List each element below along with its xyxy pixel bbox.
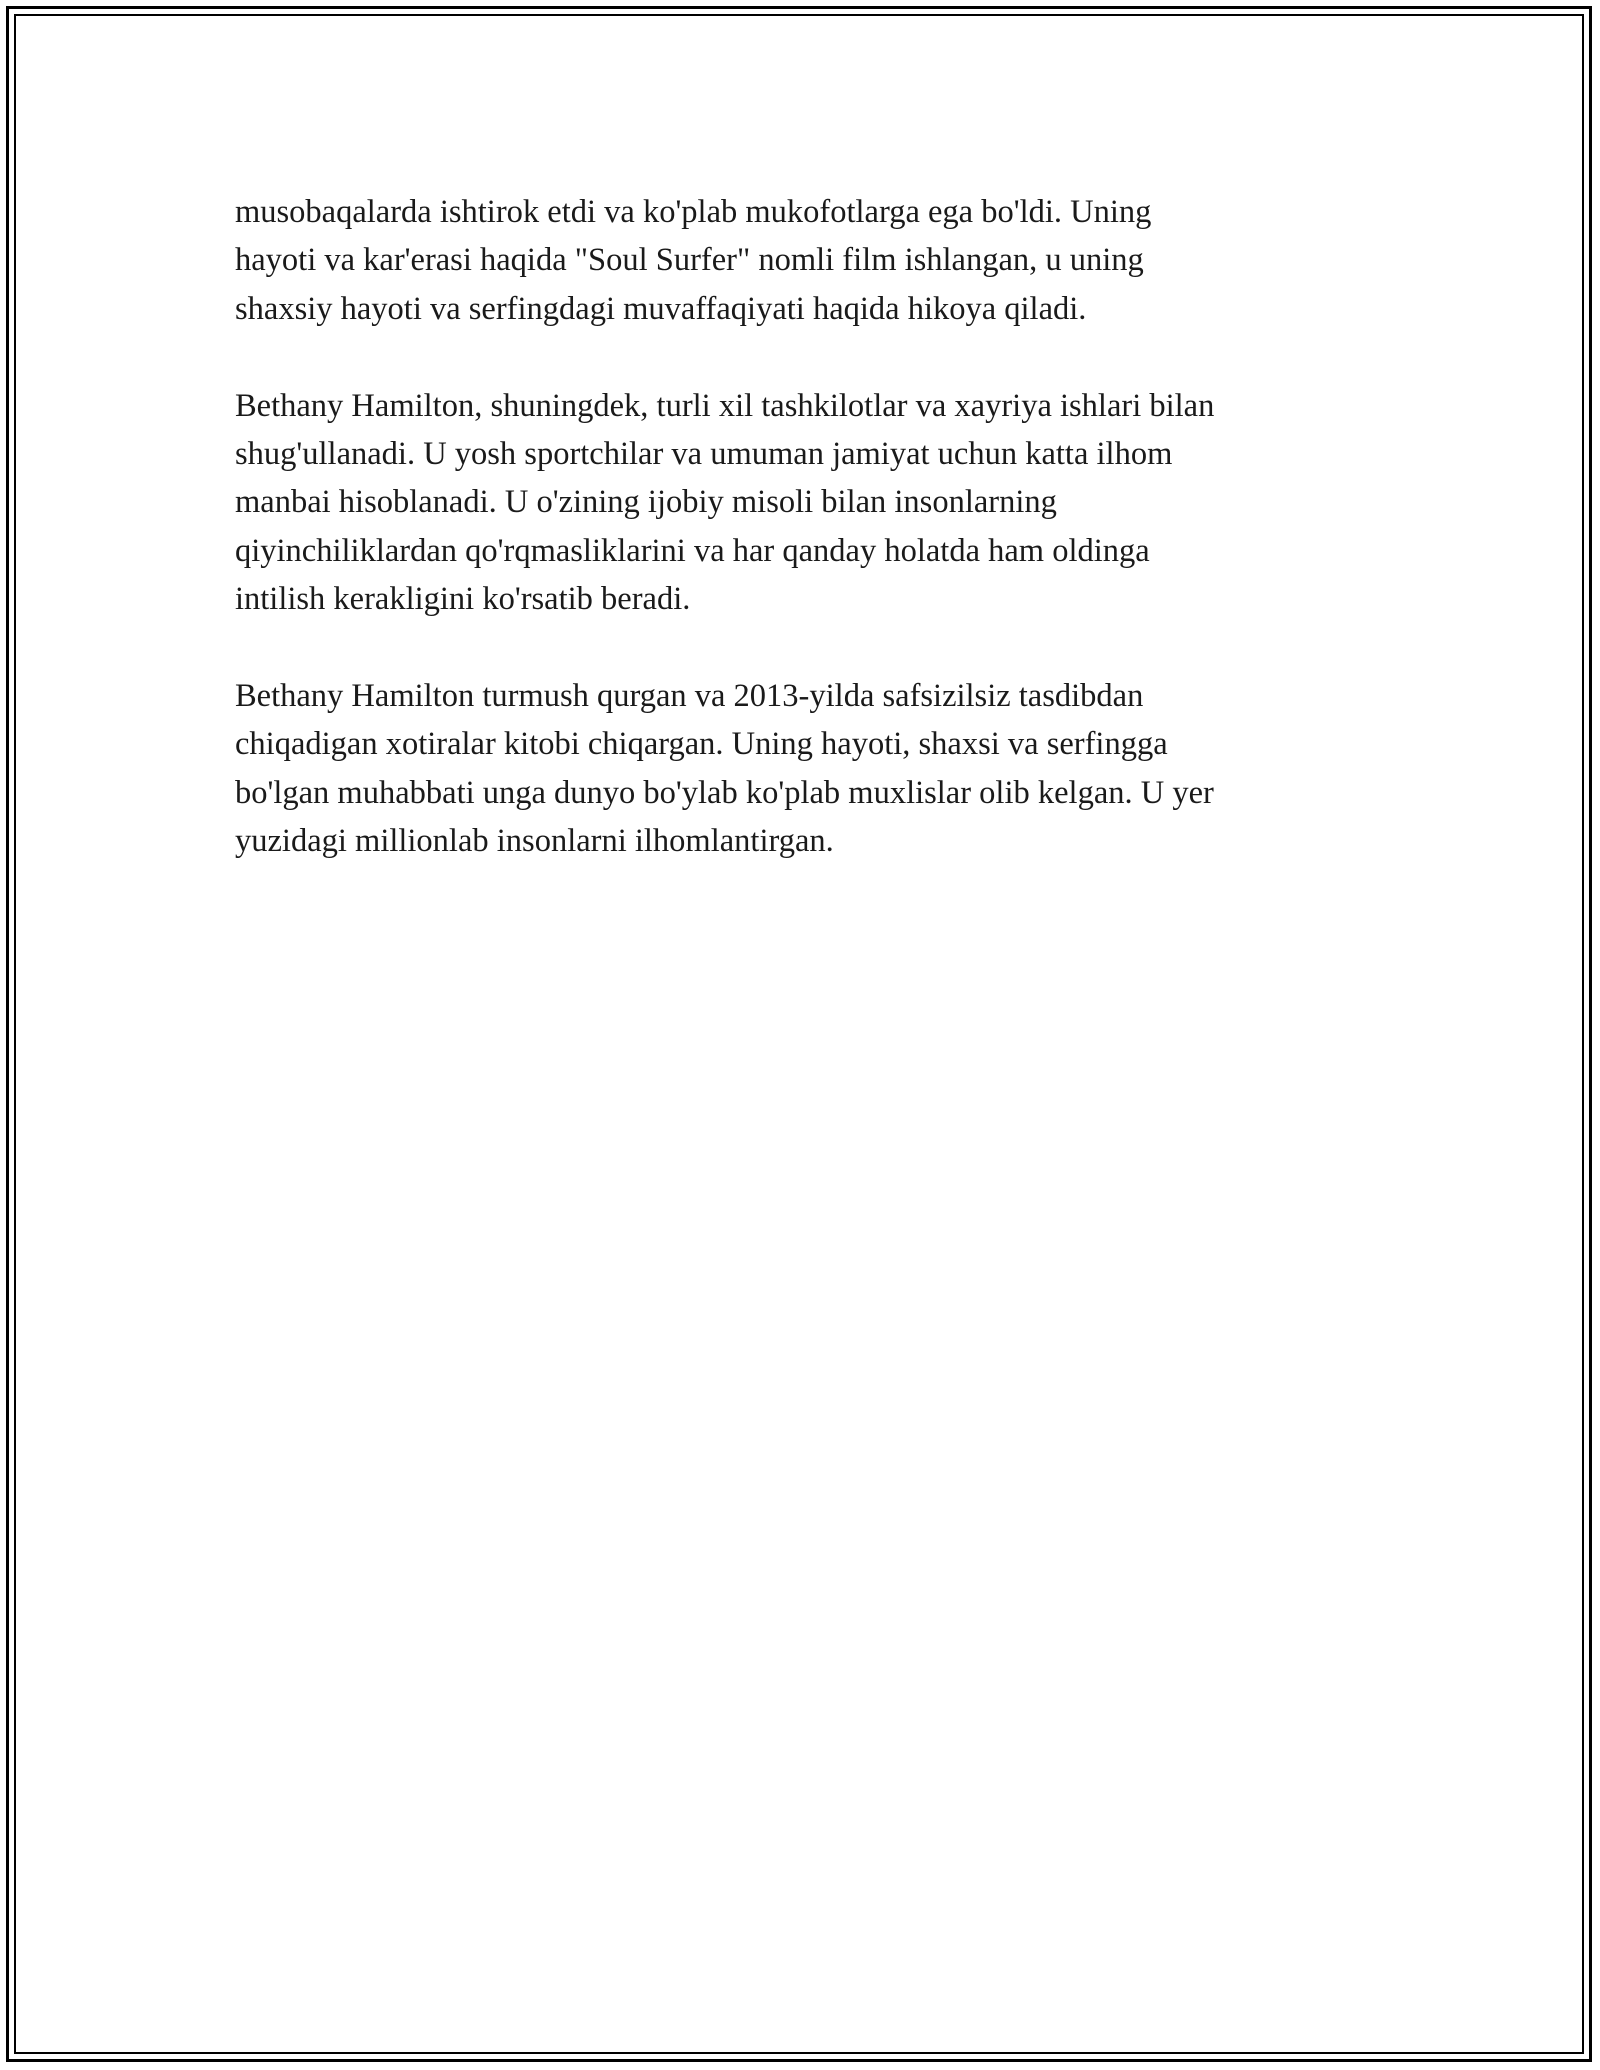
text-line: Bethany Hamilton turmush qurgan va 2013-yilda safsizilsiz tasdibdan	[235, 678, 1144, 715]
text-line: yuzidagi millionlab insonlarni ilhomlantirgan.	[235, 823, 834, 860]
text-line: chiqadigan xotiralar kitobi chiqargan. Uning hayoti, shaxsi va serfingga	[235, 726, 1168, 763]
text-line: bo'lgan muhabbati unga dunyo bo'ylab ko'plab muxlislar olib kelgan. U yer	[235, 774, 1214, 811]
document-body	[235, 188, 1365, 914]
paragraph-1	[235, 188, 1365, 333]
text-line: hayoti va kar'erasi haqida "Soul Surfer" nomli film ishlangan, u uning	[235, 242, 1144, 279]
text-line: Bethany Hamilton, shuningdek, turli xil tashkilotlar va xayriya ishlari bilan	[235, 387, 1215, 424]
text-line: intilish kerakligini ko'rsatib beradi.	[235, 581, 691, 618]
paragraph-2	[235, 382, 1365, 624]
text-line: musobaqalarda ishtirok etdi va ko'plab mukofotlarga ega bo'ldi. Uning	[235, 194, 1152, 230]
text-line: manbai hisoblanadi. U o'zining ijobiy misoli bilan insonlarning	[235, 484, 1057, 521]
text-line: shug'ullanadi. U yosh sportchilar va umuman jamiyat uchun katta ilhom	[235, 436, 1173, 473]
paragraph-3	[235, 672, 1365, 866]
text-line: qiyinchiliklardan qo'rqmasliklarini va har qanday holatda ham oldinga	[235, 532, 1150, 569]
text-line: shaxsiy hayoti va serfingdagi muvaffaqiyati haqida hikoya qiladi.	[235, 290, 1087, 327]
